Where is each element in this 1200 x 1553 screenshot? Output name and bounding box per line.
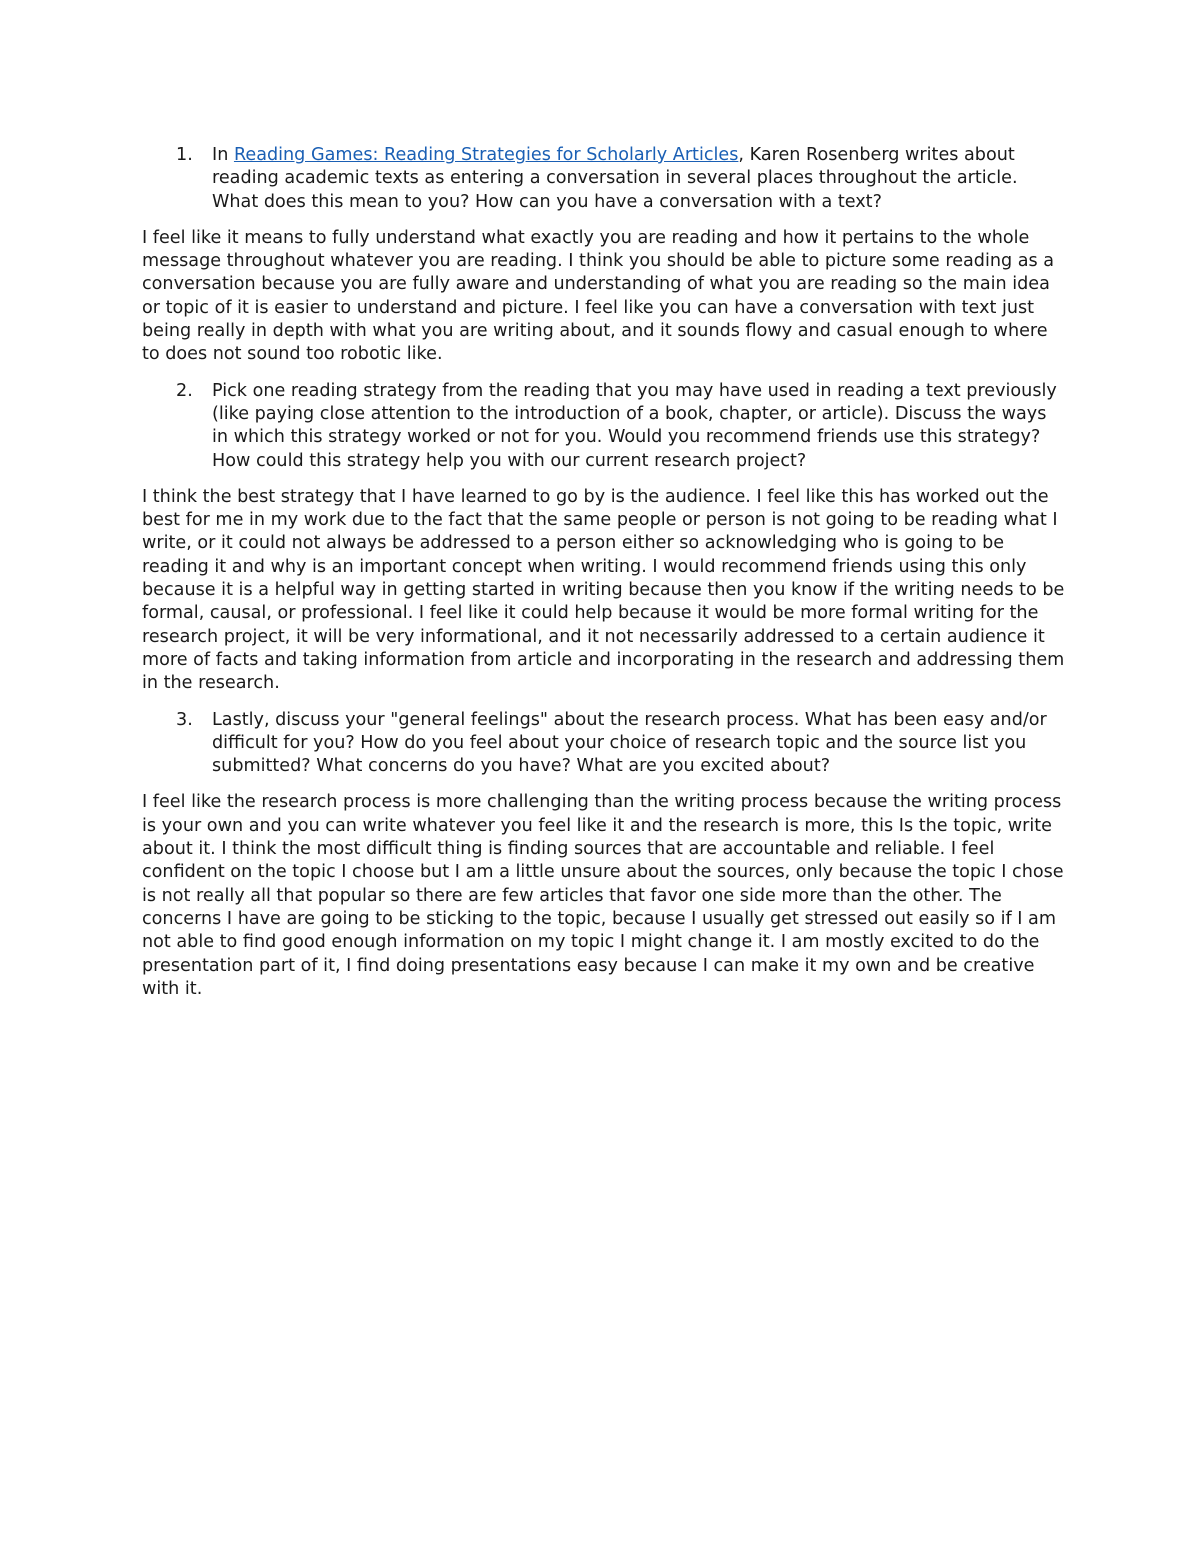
question-prefix: In	[212, 145, 234, 165]
question-1	[142, 144, 1062, 214]
answer-3: I feel like the research process is more challenging than the writing process because the writing process is your own and you can write whatever you feel like it and the research is more, this Is the topic, write about it. I think the most difficult thing is finding sources that are accountable and reliable. I feel confident on the topic I choose but I am a little unsure about the sources, only because the topic I chose is not really all that popular so there are few articles that favor one side more than the other. The concerns I have are going to be sticking to the topic, because I usually get stressed out easily so if I am not able to find good enough information on my topic I might change it. I am mostly excited to do the presentation part of it, I find doing presentations easy because I can make it my own and be creative with it.	[142, 792, 1064, 999]
question-text: Lastly, discuss your "general feelings" about the research process. What has been easy and/or difficult for you? How do you feel about your choice of research topic and the source list you submitted? What concerns do you have? What are you excited about?	[212, 709, 1047, 777]
question-text	[212, 144, 1062, 214]
reading-games-article-link[interactable]: Reading Games: Reading Strategies for Scholarly Articles	[233, 145, 739, 165]
question-number: 1.	[176, 145, 193, 165]
answer-1: I feel like it means to fully understand what exactly you are reading and how it pertains to the whole message throughout whatever you are reading. I think you should be able to picture some reading as a conversation because you are fully aware and understanding of what you are reading so the main idea or topic of it is easier to understand and picture. I feel like you can have a conversation with text just being really in depth with what you are writing about, and it sounds flowy and casual enough to where to does not sound too robotic like.	[142, 227, 1055, 365]
question-2	[142, 380, 1062, 473]
question-3	[142, 709, 1062, 779]
question-text: Pick one reading strategy from the reading that you may have used in reading a text previously (like paying close attention to the introduction of a book, chapter, or article). Discuss the ways in which this strategy worked or not for you. Would you recommend friends use this strategy? How could this strategy help you with our current research project?	[212, 380, 1057, 471]
question-number: 2.	[176, 380, 193, 401]
question-number: 3.	[176, 709, 193, 730]
answer-2: I think the best strategy that I have learned to go by is the audience. I feel like this has worked out the best for me in my work due to the fact that the same people or person is not going to be reading what I write, or it could not always be addressed to a person either so acknowledging who is going to be reading it and why is an important concept when writing. I would recommend friends using this only because it is a helpful way in getting started in writing because then you know if the writing needs to be formal, causal, or professional. I feel like it could help because it would be more formal writing for the research project, it will be very informational, and it not necessarily addressed to a certain audience it more of facts and taking information from article and incorporating in the research and addressing them in the research.	[142, 486, 1065, 694]
question-suffix: , Karen Rosenberg writes about reading academic texts as entering a conversation in several places throughout the article. What does this mean to you? How can you have a conversation with a text?	[212, 145, 1018, 212]
document-body	[142, 144, 1072, 1014]
